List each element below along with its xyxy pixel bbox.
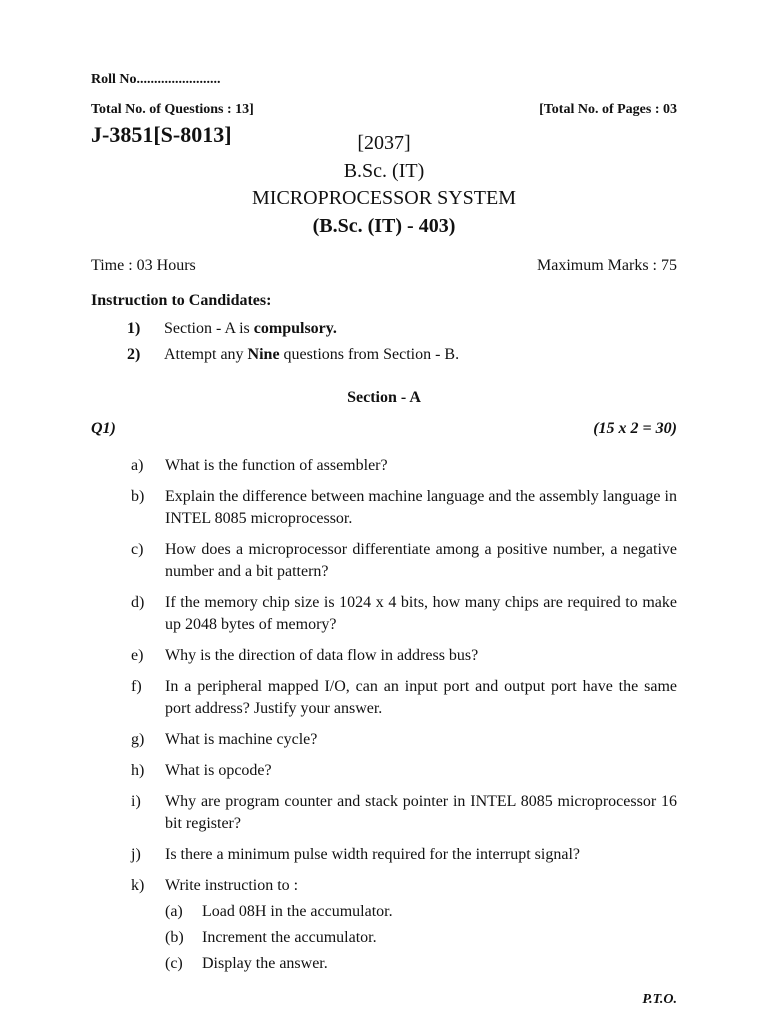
list-item: b) Explain the difference between machine language and the assembly language in INTEL 8085 microprocessor. xyxy=(131,488,677,527)
instruction-text: Section - A is compulsory. xyxy=(164,320,337,337)
exam-time: Time : 03 Hours xyxy=(91,257,196,274)
total-pages: [Total No. of Pages : 03 xyxy=(539,102,677,117)
maximum-marks: Maximum Marks : 75 xyxy=(537,257,677,274)
list-item: j) Is there a minimum pulse width required for the interrupt signal? xyxy=(131,846,580,863)
instructions-title: Instruction to Candidates: xyxy=(91,292,272,309)
list-item: g) What is machine cycle? xyxy=(131,731,318,748)
instruction-text: Attempt any Nine questions from Section - B. xyxy=(164,346,460,363)
total-questions: Total No. of Questions : 13] xyxy=(91,102,254,117)
list-item: d) If the memory chip size is 1024 x 4 bits, how many chips are required to make up 2048 bytes of memory? xyxy=(131,594,677,633)
sub-item: (a) Load 08H in the accumulator. xyxy=(165,903,393,920)
list-item: c) How does a microprocessor differentiate among a positive number, a negative number and a bit pattern? xyxy=(131,541,677,580)
instruction-item xyxy=(127,320,459,346)
question-label: Q1) xyxy=(91,420,116,437)
instruction-number: 1) xyxy=(127,320,141,337)
question-list xyxy=(131,455,677,975)
sub-item: (b) Increment the accumulator. xyxy=(165,929,377,946)
section-title: Section - A xyxy=(347,389,421,406)
instructions-list xyxy=(127,320,459,372)
sub-item: (c) Display the answer. xyxy=(165,955,328,972)
instruction-item xyxy=(127,346,459,372)
roll-number: Roll No........................ xyxy=(91,72,221,87)
list-item: k) Write instruction to : (a) Load 08H in the accumulator. (b) Increment the accumulator. (c) Display the answer. xyxy=(131,875,677,975)
subject-title: MICROPROCESSOR SYSTEM xyxy=(252,187,516,209)
list-item: f) In a peripheral mapped I/O, can an input port and output port have the same port address? Justify your answer. xyxy=(131,678,677,717)
list-item: a) What is the function of assembler? xyxy=(131,457,388,474)
list-item: h) What is opcode? xyxy=(131,762,272,779)
list-item: e) Why is the direction of data flow in address bus? xyxy=(131,647,479,664)
instruction-number: 2) xyxy=(127,346,141,363)
code-bracket: [2037] xyxy=(357,132,411,154)
course-title: B.Sc. (IT) xyxy=(343,160,425,182)
subject-code: (B.Sc. (IT) - 403) xyxy=(312,215,456,237)
paper-code: J-3851[S-8013] xyxy=(91,122,232,147)
pto-note: P.T.O. xyxy=(642,992,677,1007)
question-marks: (15 x 2 = 30) xyxy=(593,420,677,437)
list-item: i) Why are program counter and stack pointer in INTEL 8085 microprocessor 16 bit register? xyxy=(131,793,677,832)
